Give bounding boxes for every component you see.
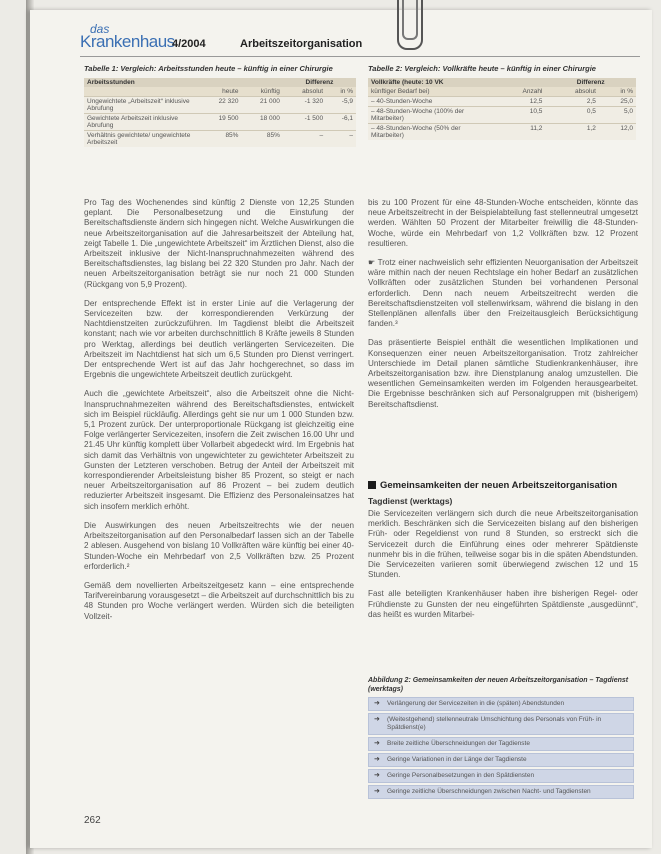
table2-head-percent: in % [620,88,633,95]
paragraph: bis zu 100 Prozent für eine 48-Stunden-Woche entscheiden, könnte das neue Arbeitszeitrecht in der Beispielabteilung fast stellenneutral umgesetzt werden. Wählten 50 Prozent der Mitarbeiter freiwillig die 48-Stunden-Woche, würde ein Mehrbedarf von 1,2 Vollkräften bzw. 12 Prozent resultieren. [368,198,638,248]
arrow-right-icon: ➜ [374,788,380,795]
table1 [84,78,356,147]
arrow-right-icon: ➜ [374,716,380,723]
list-item: ➜ Geringe Personalbesetzungen in den Spätdiensten [368,769,634,783]
right-column [368,198,638,419]
section-heading: Gemeinsamkeiten der neuen Arbeitszeitorganisation [368,480,640,491]
table2 [368,78,636,140]
list-item: ➜ Verlängerung der Servicezeiten in die (späten) Abendstunden [368,697,634,711]
table1-head-diff: Differenz [305,79,334,86]
arrow-right-icon: ➜ [374,756,380,763]
table1-caption: Tabelle 1: Vergleich: Arbeitsstunden heute – künftig in einer Chirurgie [84,64,333,73]
list-item: ➜ Geringe Variationen in der Länge der Tagdienste [368,753,634,767]
table1-subheader-row [84,87,356,97]
paragraph: Pro Tag des Wochenendes sind künftig 2 Dienste von 12,25 Stunden geplant. Die Personalbesetzung und die Einstufung der Bereitschaftsdienste ändern sich hingegen nicht. Welche Auswirkungen die neue Arbeitszeitorganisation auf die Jahresarbeitszeit der Abteilung hat, zeigt Tabelle 1. Die „ungewichtete Arbeitszeit“ im Ärztlichen Dienst, also die Arbeitszeit inklusive der Nicht-Inanspruchnahmezeiten während des Bereitschaftsdienstes, lag bislang bei 22 320 Stunden pro Jahr. Nach der neuen Arbeitszeitorganisation beträgt sie nur noch 21 000 Stunden (Rückgang von 5,9 Prozent). [84,198,354,289]
list-item: ➜ (Weitestgehend) stellenneutrale Umschichtung des Personals von Früh- in Spätdienst(e) [368,713,634,735]
logo-main: Krankenhaus [80,32,175,51]
table-row: – 48-Stunden-Woche (100% der Mitarbeiter) 10,5 0,5 5,0 [368,107,636,124]
table1-head-label: Arbeitsstunden [87,79,135,86]
table2-caption: Tabelle 2: Vergleich: Vollkräfte heute – künftig in einer Chirurgie [368,64,596,73]
right-column-2 [368,509,638,629]
page-header [80,22,640,58]
paragraph: Fast alle beteiligten Krankenhäuser haben ihre bisherigen Regel- oder Frühdienste zu Gunsten der neu eingeführten Spätdienste „ausgedünnt“, das heißt es wurden Mitarbei- [368,589,638,619]
table1-head-percent: in % [340,88,353,95]
subheading: Tagdienst (werktags) [368,496,453,506]
table-row: Ungewichtete „Arbeitszeit“ inklusive Abrufung 22 320 21 000 -1 320 -5,9 [84,97,356,114]
table2-head-label-a: Vollkräfte (heute: 10 VK [371,79,444,86]
logo-small: das [90,22,110,36]
table2-head-diff: Differenz [576,79,605,86]
table1-head-kuenftig: künftig [260,88,280,95]
table-row: Verhältnis gewichtete/ ungewichtete Arbeitszeit 85% 85% – – [84,131,356,148]
table-row: – 48-Stunden-Woche (50% der Mitarbeiter) 11,2 1,2 12,0 [368,124,636,141]
table2-header-row [368,78,636,87]
table-row: – 40-Stunden-Woche 12,5 2,5 25,0 [368,97,636,107]
table2-subheader-row [368,87,636,97]
arrow-right-icon: ➜ [374,772,380,779]
bullet-square-icon [368,481,376,489]
paragraph: Der entsprechende Effekt ist in erster Linie auf die Verlagerung der Servicezeiten bzw. der korrespondierenden Verkürzung der Nachtdienstzeiten zurückzuführen. Im Tagdienst bleibt die Arbeitszeit konstant; nach wie vor arbeiten durchschnittlich 8 Kräfte jeweils 8 Stunden pro Werktag, allerdings bei deutlich verlängerten Servicezeiten. Die Arbeitszeit im Nachtdienst hat sich um 6,5 Stunden pro Dienst verringert. Der entsprechende Wert ist auf das Jahr hochgerechnet, so dass im Ergebnis die ungewichtete Arbeitszeit deutlich zurückgeht. [84,298,354,380]
paragraph: Das präsentierte Beispiel enthält die wesentlichen Implikationen und Konsequenzen einer neuen Arbeitszeitorganisation. Trotz zahlreicher Unterschiede im Detail planen sämtliche Studienkrankenhäuser, ihre Arbeitszeitorganisation bzw. ihre Dienstplanung analog umzustellen. Die wesentlichen Gemeinsamkeiten werden im Folgenden herausgearbeitet. Die Ergebnisse beschränken sich auf Personalgruppen mit (bisherigem) Bereitschaftsdienst. [368,338,638,409]
left-column [84,198,354,631]
issue-number: 4/2004 [172,38,206,50]
figure2 [368,697,634,801]
list-item: ➜ Breite zeitliche Überschneidungen der Tagdienste [368,737,634,751]
table2-head-anzahl: Anzahl [522,88,543,95]
paragraph: Auch die „gewichtete Arbeitszeit“, also die Arbeitszeit ohne die Nicht-Inanspruchnahmezeiten während des Bereitschaftsdienstes, entwickelt sich im Beispiel rückläufig. Allerdings geht sie nur um 1 000 Stunden bzw. 5,1 Prozent zurück. Der unterproportionale Rückgang ist gleichzeitig eine Folge verlängerter Servicezeiten, insofern die Zeit zwischen 16.00 Uhr und 21.45 Uhr künftig komplett über Vollarbeit abgedeckt wird. Im Ergebnis hat sich damit das Verhältnis von ungewichteter zu gewichteter Arbeitszeit zu Gunsten der Letzteren verschoben. Betrug der Anteil der Arbeitszeit mit korrespondierender Arbeitsleistung bisher 85 Prozent, so steigt er nach neuer Arbeitszeitorganisation auf 86 Prozent – bei zudem deutlich reduzierter Arbeitszeit insgesamt. Die Effizienz des Personaleinsatzes hat sich insofern merklich erhöht. [84,389,354,511]
paragraph: Die Servicezeiten verlängern sich durch die neue Arbeitszeitorganisation merklich. Beschränken sich die Servicezeiten bislang auf den bisherigen Früh- oder Regeldienst von rund 8 Stunden, so erstreckt sich die Servicezeit durch die Einführung eines oder mehrerer Spätdienste nunmehr bis in die frühen, teilweise sogar bis in die späten Abendstunden. Die Servicezeiten variieren somit überwiegend zwischen 12 und 15 Stunden. [368,509,638,580]
arrow-right-icon: ➜ [374,700,380,707]
paragraph: Gemäß dem novellierten Arbeitszeitgesetz kann – eine entsprechende Tarifvereinbarung vorausgesetzt – die Arbeitszeit auf durchschnittlich bis zu 48 Stunden pro Woche verlängert werden. Würden sich die beteiligten Vollzeit- [84,580,354,621]
table1-header-row [84,78,356,87]
page-number: 262 [84,815,101,826]
arrow-right-icon: ➜ [374,740,380,747]
figure2-caption: Abbildung 2: Gemeinsamkeiten der neuen Arbeitszeitorganisation – Tagdienst (werktags) [368,677,629,693]
section-title: Arbeitszeitorganisation [240,38,363,50]
table2-head-label-b: künftiger Bedarf bei) [371,88,430,95]
table1-head-heute: heute [222,88,239,95]
table-row: Gewichtete Arbeitszeit inklusive Abrufung 19 500 18 000 -1 500 -6,1 [84,114,356,131]
header-rule [80,56,640,57]
list-item: ➜ Geringe zeitliche Überschneidungen zwischen Nacht- und Tagdiensten [368,785,634,799]
paragraph: ☛ Trotz einer nachweislich sehr effizienten Neuorganisation der Arbeitszeit wäre mithin nach der neuen Rechtslage ein hoher Bedarf an zusätzlichen Vollkräften oder zusätzlichen Stunden bei vorhandenen Personal erforderlich. Denn nach neuem Arbeitszeitrecht werden die Bereitschaftsdienstzeiten voll stellenwirksam, während die bislang in den Stellenplänen allenfalls über den Freizeitausgleich Berücksichtigung fanden.³ [368,258,638,329]
paragraph: Die Auswirkungen des neuen Arbeitszeitrechts wie der neuen Arbeitszeitorganisation auf den Personalbedarf lassen sich an der Tabelle 2 ablesen. Ausgehend von bislang 10 Vollkräften wäre künftig bei einer 40-Stunden-Woche ein Mehrbedarf von 2,5 Vollkräften bzw. 25 Prozent erforderlich.² [84,520,354,571]
table2-head-absolut: absolut [574,88,596,95]
table1-head-absolut: absolut [302,88,324,95]
